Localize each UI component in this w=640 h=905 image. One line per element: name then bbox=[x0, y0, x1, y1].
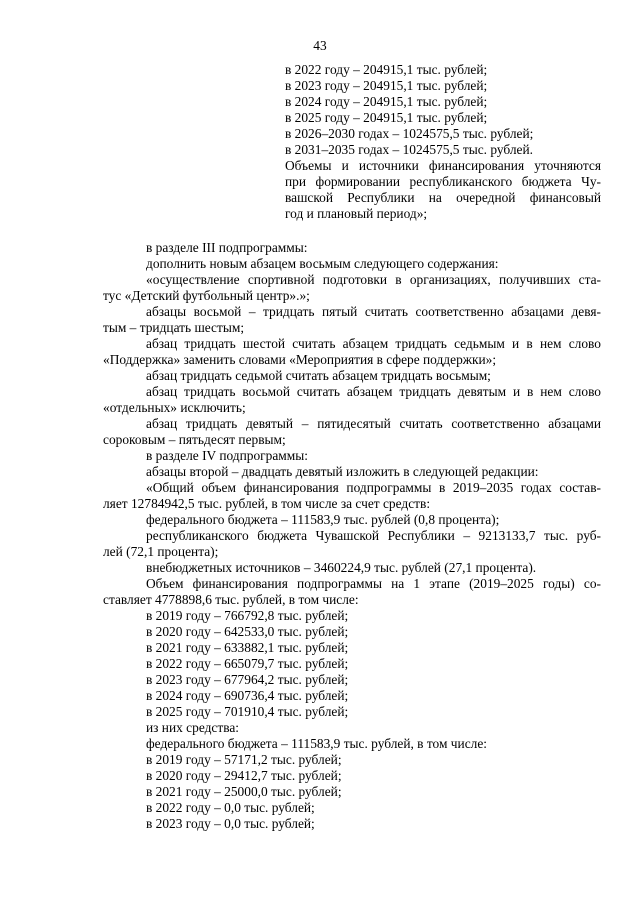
body-line: в разделе III подпрограммы: bbox=[146, 240, 308, 255]
note-line: год и плановый период»; bbox=[285, 206, 428, 221]
body-line: в 2019 году – 766792,8 тыс. рублей; bbox=[146, 608, 349, 623]
body-line: абзац тридцать седьмой считать абзацем тридцать восьмым; bbox=[146, 368, 491, 383]
body-line: в 2023 году – 0,0 тыс. рублей; bbox=[146, 816, 315, 831]
page-number: 43 bbox=[313, 38, 327, 53]
body-line: Объем финансирования подпрограммы на 1 этапе (2019–2025 годы) со- bbox=[146, 576, 601, 591]
body-line: абзац тридцать шестой считать абзацем тридцать седьмым и в нем слово bbox=[146, 336, 601, 351]
body-line: тус «Детский футбольный центр».»; bbox=[103, 288, 310, 303]
body-line: сороковым – пятьдесят первым; bbox=[103, 432, 286, 447]
body-line: в 2020 году – 29412,7 тыс. рублей; bbox=[146, 768, 342, 783]
body-line: ляет 12784942,5 тыс. рублей, в том числе за счет средств: bbox=[103, 496, 431, 511]
body-line: «отдельных» исключить; bbox=[103, 400, 246, 415]
body-line: дополнить новым абзацем восьмым следующего содержания: bbox=[146, 256, 499, 271]
body-line: в 2019 году – 57171,2 тыс. рублей; bbox=[146, 752, 342, 767]
body-line: «Общий объем финансирования подпрограммы в 2019–2035 годах состав- bbox=[146, 480, 601, 495]
top-line: в 2023 году – 204915,1 тыс. рублей; bbox=[285, 78, 488, 93]
body-line: в 2024 году – 690736,4 тыс. рублей; bbox=[146, 688, 349, 703]
body-line: в 2022 году – 0,0 тыс. рублей; bbox=[146, 800, 315, 815]
body-line: в 2020 году – 642533,0 тыс. рублей; bbox=[146, 624, 349, 639]
body-line: в 2021 году – 633882,1 тыс. рублей; bbox=[146, 640, 349, 655]
body-line: «осуществление спортивной подготовки в организациях, получивших ста- bbox=[146, 272, 601, 287]
body-line: в 2022 году – 665079,7 тыс. рублей; bbox=[146, 656, 349, 671]
body-line: ставляет 4778898,6 тыс. рублей, в том числе: bbox=[103, 592, 359, 607]
top-line: в 2025 году – 204915,1 тыс. рублей; bbox=[285, 110, 488, 125]
body-line: внебюджетных источников – 3460224,9 тыс. рублей (27,1 процента). bbox=[146, 560, 537, 575]
body-line: в 2023 году – 677964,2 тыс. рублей; bbox=[146, 672, 349, 687]
body-line: из них средства: bbox=[146, 720, 240, 735]
body-line: федерального бюджета – 111583,9 тыс. рублей, в том числе: bbox=[146, 736, 487, 751]
note-line: вашской Республики на очередной финансовый bbox=[285, 190, 601, 205]
body-line: «Поддержка» заменить словами «Мероприятия в сфере поддержки»; bbox=[103, 352, 497, 367]
note-line: при формировании республиканского бюджета Чу- bbox=[285, 174, 601, 189]
body-line: абзацы второй – двадцать девятый изложить в следующей редакции: bbox=[146, 464, 539, 479]
body-line: абзац тридцать восьмой считать абзацем тридцать девятым и в нем слово bbox=[146, 384, 601, 399]
body-line: республиканского бюджета Чувашской Республики – 9213133,7 тыс. руб- bbox=[146, 528, 601, 543]
body-line: в 2021 году – 25000,0 тыс. рублей; bbox=[146, 784, 342, 799]
body-line: тым – тридцать шестым; bbox=[103, 320, 245, 335]
top-line: в 2031–2035 годах – 1024575,5 тыс. рублей. bbox=[285, 142, 533, 157]
body-line: лей (72,1 процента); bbox=[103, 544, 219, 559]
top-line: в 2026–2030 годах – 1024575,5 тыс. рублей; bbox=[285, 126, 534, 141]
top-line: в 2024 году – 204915,1 тыс. рублей; bbox=[285, 94, 488, 109]
body-line: в разделе IV подпрограммы: bbox=[146, 448, 308, 463]
top-line: в 2022 году – 204915,1 тыс. рублей; bbox=[285, 62, 488, 77]
body-line: в 2025 году – 701910,4 тыс. рублей; bbox=[146, 704, 349, 719]
body-line: абзац тридцать девятый – пятидесятый считать соответственно абзацами bbox=[146, 416, 601, 431]
note-line: Объемы и источники финансирования уточняются bbox=[285, 158, 601, 173]
body-line: абзацы восьмой – тридцать пятый считать соответственно абзацами девя- bbox=[146, 304, 601, 319]
body-line: федерального бюджета – 111583,9 тыс. рублей (0,8 процента); bbox=[146, 512, 500, 527]
